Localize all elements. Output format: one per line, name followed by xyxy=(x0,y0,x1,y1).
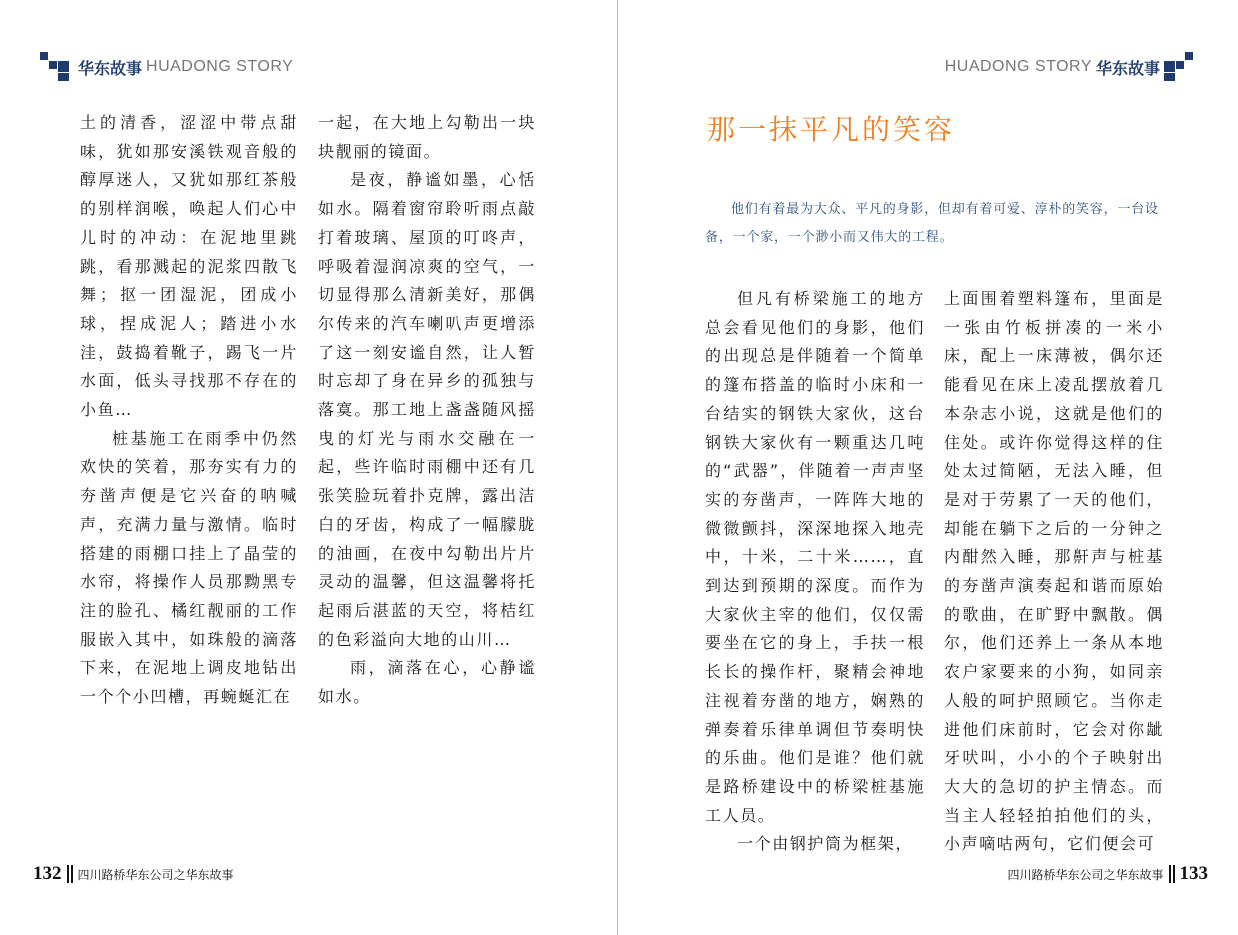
double-bar-divider-icon xyxy=(67,865,73,883)
left-footer xyxy=(33,862,234,886)
paragraph: 但凡有桥梁施工的地方总会看见他们的身影，他们的出现总是伴随着一个简单的篷布搭盖的临时小床和一台结实的钢铁大家伙，这台钢铁大家伙有一颗重达几吨的“武器”，伴随着一声声坚实的夯凿声，一阵阵大地的微微颤抖，深深地探入地壳中，十米，二十米……，直到达到预期的深度。而作为大家伙主宰的他们，仅仅需要坐在它的身上，手扶一根长长的操作杆，聚精会神地注视着夯凿的地方，娴熟的弹奏着乐律单调但节奏明快的乐曲。他们是谁？他们就是路桥建设中的桥梁桩基施工人员。 xyxy=(705,289,925,825)
header-title-en: HUADONG STORY xyxy=(944,58,1092,75)
right-footer xyxy=(1007,862,1208,886)
right-column-1 xyxy=(705,285,925,859)
header-title-en: HUADONG STORY xyxy=(146,58,294,75)
paragraph: 上面围着塑料篷布，里面是一张由竹板拼凑的一米小床，配上一床薄被，偶尔还能看见在床上凌乱摆放着几本杂志小说，这就是他们的住处。或许你觉得这样的住处太过简陋，无法入睡，但是对于劳累了一天的他们，却能在躺下之后的一分钟之内酣然入睡，那鼾声与桩基的夯凿声演奏起和谐而原始的歌曲，在旷野中飘散。偶尔，他们还养上一条从本地农户家要来的小狗，如同亲人般的呵护照顾它。当你走进他们床前时，它会对你龇牙吠叫，小小的个子映射出大大的急切的护主情态。而当主人轻轻拍拍他们的头，小声嘀咕两句，它们便会可 xyxy=(944,289,1164,854)
paragraph: 土的清香，涩涩中带点甜味，犹如那安溪铁观音般的醇厚迷人，又犹如那红茶般的别样润喉，唤起人们心中儿时的冲动：在泥地里跳跳，看那溅起的泥浆四散飞舞；抠一团湿泥，团成小球，捏成泥人；踏进小水洼，鼓捣着靴子，踢飞一片水面，低头寻找那不存在的小鱼… xyxy=(80,113,298,420)
left-header xyxy=(40,52,293,82)
page-number: 133 xyxy=(1179,863,1208,884)
header-title-cn: 华东故事 xyxy=(1095,58,1160,78)
squares-logo-icon xyxy=(1164,52,1198,82)
left-column-2 xyxy=(318,109,536,712)
double-bar-divider-icon xyxy=(1169,865,1175,883)
paragraph: 雨，滴落在心，心静谧如水。 xyxy=(318,658,536,707)
header-title-cn: 华东故事 xyxy=(78,58,143,78)
footer-text: 四川路桥华东公司之华东故事 xyxy=(77,867,234,882)
left-page xyxy=(0,0,618,935)
footer-text: 四川路桥华东公司之华东故事 xyxy=(1007,867,1164,882)
intro-text: 他们有着最为大众、平凡的身影，但却有着可爱、淳朴的笑容，一台设备，一个家，一个渺小而又伟大的工程。 xyxy=(705,202,1159,245)
left-column-1 xyxy=(80,109,298,712)
page-number: 132 xyxy=(33,863,62,884)
paragraph: 桩基施工在雨季中仍然欢快的笑着，那夯实有力的夯凿声便是它兴奋的呐喊声，充满力量与激情。临时搭建的雨棚口挂上了晶莹的水帘，将操作人员那黝黑专注的脸孔、橘红靓丽的工作服嵌入其中，如珠般的滴落下来，在泥地上调皮地钻出一个个小凹槽，再蜿蜒汇在 xyxy=(80,428,298,707)
right-column-2 xyxy=(944,285,1164,859)
paragraph: 一个由钢护筒为框架， xyxy=(737,834,914,854)
paragraph: 一起，在大地上勾勒出一块块靓丽的镜面。 xyxy=(318,113,536,161)
squares-logo-icon xyxy=(40,52,74,82)
right-page xyxy=(619,0,1238,935)
article-title: 那一抹平凡的笑容 xyxy=(707,113,956,146)
paragraph: 是夜，静谧如墨，心恬如水。隔着窗帘聆听雨点敲打着玻璃、屋顶的叮咚声，呼吸着湿润凉爽的空气，一切显得那么清新美好，那偶尔传来的汽车喇叭声更增添了这一刻安谧自然，让人暂时忘却了身在异乡的孤独与落寞。那工地上盏盏随风摇曳的灯光与雨水交融在一起，些许临时雨棚中还有几张笑脸玩着扑克牌，露出洁白的牙齿，构成了一幅朦胧的油画，在夜中勾勒出片片灵动的温馨，但这温馨将托起雨后湛蓝的天空，将桔红的色彩溢向大地的山川… xyxy=(318,170,536,649)
article-intro xyxy=(705,196,1165,252)
right-header xyxy=(945,52,1198,82)
